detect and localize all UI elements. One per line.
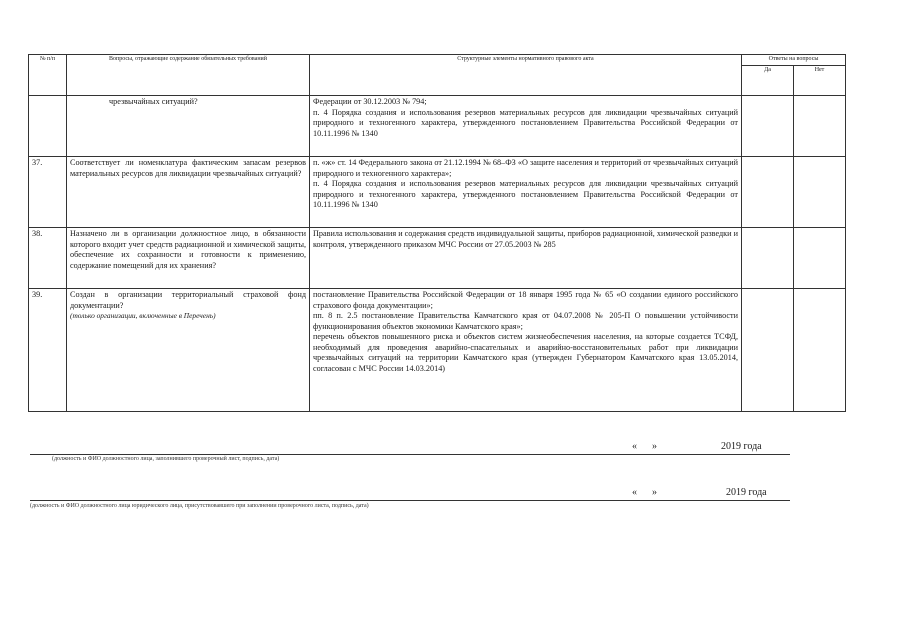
header-num: № п/п [29, 55, 67, 96]
table-row [29, 157, 846, 228]
structural-item: Федерации от 30.12.2003 № 794; [313, 97, 427, 106]
header-no: Нет [794, 66, 846, 96]
table-row [29, 289, 846, 412]
row-structural [310, 289, 742, 412]
checklist-table [28, 54, 846, 412]
answer-yes-cell[interactable] [742, 228, 794, 289]
header-yes: Да [742, 66, 794, 96]
table-row [29, 228, 846, 289]
answer-yes-cell[interactable] [742, 289, 794, 412]
question-text: чрезвычайных ситуаций? [109, 97, 198, 106]
structural-item: п. 4 Порядка создания и использования резервов материальных ресурсов для ликвидации чрезвычайных ситуаций природного и техногенного характера, утвержденного постановлением Правительства Российской Федерации от 10.11.1996 № 1340 [313, 107, 738, 138]
signature-line-1[interactable] [30, 454, 790, 455]
row-num [29, 96, 67, 157]
question-text: Создан в организации территориальный страховой фонд документации? [70, 290, 306, 310]
question-text: Соответствует ли номенклатура фактическим запасам резервов материальных ресурсов для ликвидации чрезвычайных ситуаций? [70, 158, 306, 178]
answer-no-cell[interactable] [794, 289, 846, 412]
signature-caption-1: (должность и ФИО должностного лица, заполнившего проверочный лист, подпись, дата) [52, 456, 280, 462]
structural-item: Правила использования и содержания средств индивидуальной защиты, приборов радиационной, химической разведки и контроля, утвержденного приказом МЧС России от 27.05.2003 № 285 [313, 229, 738, 249]
row-structural [310, 228, 742, 289]
row-question [67, 96, 310, 157]
structural-item: п. «ж» ст. 14 Федерального закона от 21.12.1994 № 68–ФЗ «О защите населения и территорий от чрезвычайных ситуаций природного и техногенного характера»; [313, 158, 738, 178]
date-quotes-1: « » [632, 441, 657, 452]
answer-no-cell[interactable] [794, 96, 846, 157]
date-year-1: 2019 года [721, 441, 762, 452]
row-structural [310, 96, 742, 157]
question-text: Назначено ли в организации должностное лицо, в обязанности которого входит учет средств радиационной и химической защиты, обеспечение их сохранности и готовности к применению, содержание помещений для их хранения? [70, 229, 306, 270]
header-questions: Вопросы, отражающие содержание обязательных требований [67, 55, 310, 96]
date-year-2: 2019 года [726, 487, 767, 498]
answer-no-cell[interactable] [794, 157, 846, 228]
row-question [67, 289, 310, 412]
signature-caption-2: (должность и ФИО должностного лица юридического лица, присутствовавшего при заполнении проверочного листа, подпись, дата) [30, 503, 369, 509]
signature-line-2[interactable] [30, 500, 790, 501]
structural-item: перечень объектов повышенного риска и объектов систем жизнеобеспечения населения, на которые создается ТСФД, необходимый для проведения аварийно-спасательных и аварийно-восстановительных работ при ликвидации чрезвычайных ситуаций на территории Камчатского края (утвержден Губернатором Камчатского края 13.05.2014, согласован с МЧС России 14.03.2014) [313, 332, 738, 373]
answer-yes-cell[interactable] [742, 96, 794, 157]
row-num: 38. [29, 228, 67, 289]
table-row [29, 96, 846, 157]
date-quotes-2: « » [632, 487, 657, 498]
question-note: (только организации, включенные в Перечень) [70, 311, 216, 320]
structural-item: п. 4 Порядка создания и использования резервов материальных ресурсов для ликвидации чрезвычайных ситуаций природного и техногенного характера, утвержденного постановлением Правительства Российской Федерации от 10.11.1996 № 1340 [313, 179, 738, 209]
answer-yes-cell[interactable] [742, 157, 794, 228]
header-answers: Ответы на вопросы [742, 55, 846, 66]
row-question [67, 157, 310, 228]
structural-item: постановление Правительства Российской Федерации от 18 января 1995 года № 65 «О создании единого российского страхового фонда документации»; [313, 290, 738, 310]
row-num: 37. [29, 157, 67, 228]
header-row-1 [29, 55, 846, 66]
row-structural [310, 157, 742, 228]
header-structural: Структурные элементы нормативного правового акта [310, 55, 742, 96]
structural-item: пп. 8 п. 2.5 постановление Правительства Камчатского края от 04.07.2008 № 205-П О повышении устойчивости функционирования объектов экономики Камчатского края»; [313, 311, 738, 331]
row-num: 39. [29, 289, 67, 412]
answer-no-cell[interactable] [794, 228, 846, 289]
row-question [67, 228, 310, 289]
